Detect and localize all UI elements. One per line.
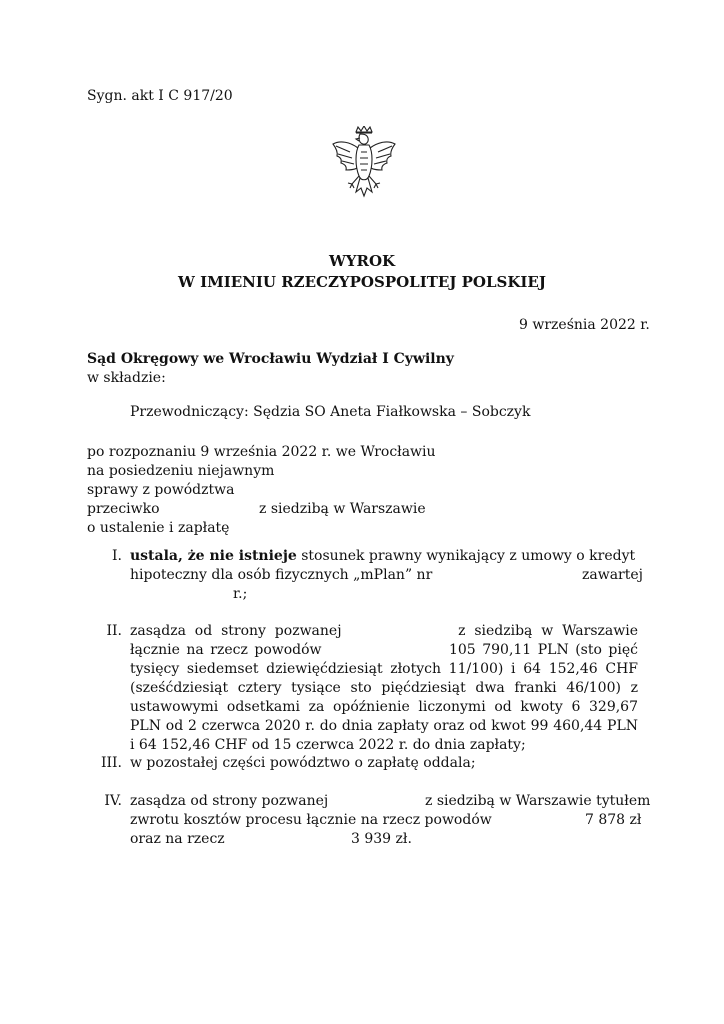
judgment-date: 9 września 2022 r. <box>519 317 650 333</box>
point-4-line-2b: 7 878 zł <box>585 812 642 828</box>
composition-label: w składzie: <box>87 370 166 386</box>
point-1-line-3: r.; <box>233 586 248 602</box>
polish-eagle-emblem-icon <box>330 126 398 206</box>
point-number: II. <box>106 623 122 639</box>
intro-line-1: po rozpoznaniu 9 września 2022 r. we Wrocławiu <box>87 444 436 460</box>
intro-line-2: na posiedzeniu niejawnym <box>87 463 275 479</box>
intro-line-4-against: przeciwko <box>87 501 160 517</box>
intro-line-3: sprawy z powództwa <box>87 482 235 498</box>
point-1-line-1 <box>130 547 638 566</box>
point-4-line-3a: oraz na rzecz <box>130 831 225 847</box>
point-1-line-2a: hipoteczny dla osób fizycznych „mPlan” nr <box>130 567 433 583</box>
point-1-line-2b: zawartej <box>582 567 643 583</box>
document-title: WYROK <box>328 252 396 270</box>
presiding-judge: Przewodniczący: Sędzia SO Aneta Fiałkowska – Sobczyk <box>130 404 531 420</box>
point-1-bold: ustala, że nie istnieje <box>130 548 297 564</box>
point-number: III. <box>100 755 122 771</box>
point-number: I. <box>112 548 122 564</box>
point-4-line-3b: 3 939 zł. <box>351 831 412 847</box>
point-number: IV. <box>104 793 122 809</box>
document-subtitle: W IMIENIU RZECZYPOSPOLITEJ POLSKIEJ <box>178 273 546 291</box>
point-4-line-1a: zasądza od strony pozwanej <box>130 793 329 809</box>
point-3-text: w pozostałej części powództwo o zapłatę oddala; <box>130 755 476 771</box>
point-4-line-2a: zwrotu kosztów procesu łącznie na rzecz powodów <box>130 812 492 828</box>
court-name: Sąd Okręgowy we Wrocławiu Wydział I Cywilny <box>87 351 454 367</box>
point-4-line-1b: z siedzibą w Warszawie tytułem <box>425 793 651 809</box>
point-2-text: zasądza od strony pozwanej z siedzibą w Warszawie łącznie na rzecz powodów 105 790,11 PLN (sto pięć tysięcy siedemset dziewięćdziesiąt złotych 11/100) i 64 152,46 CHF (sześćdziesiąt cztery tysiące sto pięćdziesiąt dwa franki 46/100) z ustawowymi odsetkami za opóźnienie liczonymi od kwoty 6 329,67 PLN od 2 czerwca 2020 r. do dnia zapłaty oraz od kwot 99 460,44 PLN i 64 152,46 CHF od 15 czerwca 2022 r. do dnia zapłaty; <box>130 623 638 753</box>
intro-line-5: o ustalenie i zapłatę <box>87 520 230 536</box>
intro-line-4-seat: z siedzibą w Warszawie <box>259 501 426 517</box>
point-1-text: stosunek prawny wynikający z umowy o kredyt <box>301 548 636 564</box>
case-signature: Sygn. akt I C 917/20 <box>87 88 233 104</box>
